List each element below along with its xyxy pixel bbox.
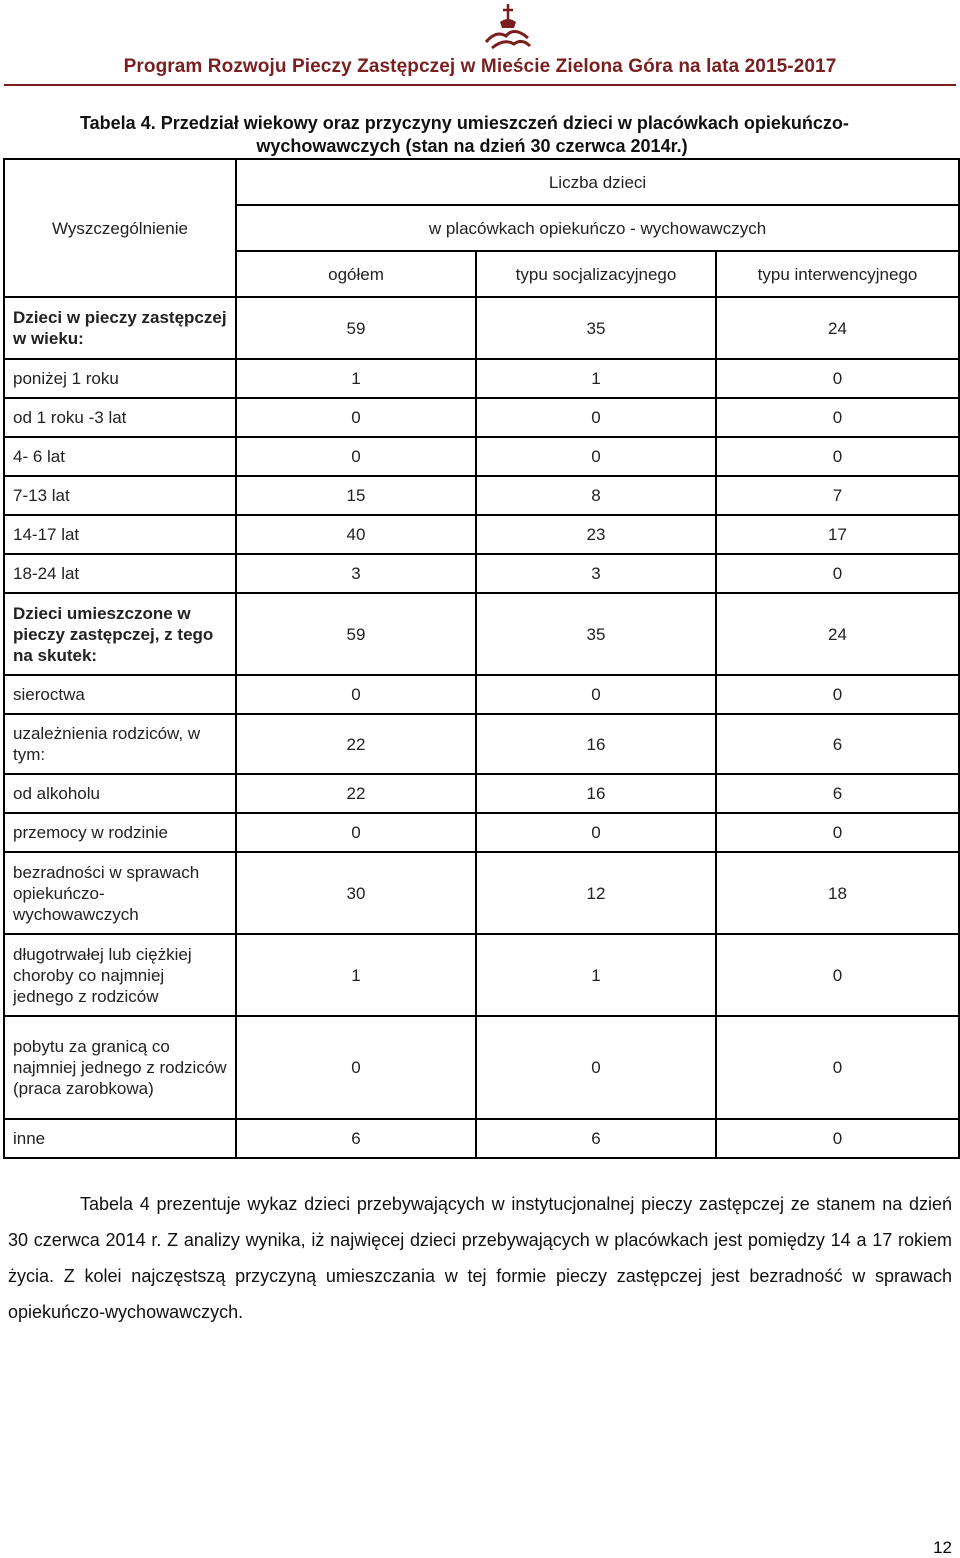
table-row [4,1016,959,1119]
cell-social: 0 [476,675,716,714]
cell-social: 0 [476,813,716,852]
row-label: sieroctwa [4,675,236,714]
cell-intervention: 6 [716,714,959,774]
cell-social: 8 [476,476,716,515]
table-row [4,359,959,398]
row-label: uzależnienia rodziców, w tym: [4,714,236,774]
header-divider [4,84,956,86]
row-label: Dzieci w pieczy zastępczej w wieku: [4,297,236,359]
cell-total: 3 [236,554,476,593]
row-label: od alkoholu [4,774,236,813]
cell-social: 1 [476,359,716,398]
city-crest-icon [478,2,538,56]
summary-paragraph [8,1186,952,1330]
cell-social: 16 [476,714,716,774]
cell-total: 22 [236,714,476,774]
row-label: Dzieci umieszczone w pieczy zastępczej, z tego na skutek: [4,593,236,675]
col-header-total: ogółem [236,251,476,297]
cell-intervention: 0 [716,813,959,852]
page-number: 12 [933,1538,952,1557]
table-row [4,934,959,1016]
cell-total: 1 [236,934,476,1016]
cell-total: 30 [236,852,476,934]
col-header-intervention: typu interwencyjnego [716,251,959,297]
cell-social: 6 [476,1119,716,1158]
table-caption [80,112,900,158]
table-row [4,1119,959,1158]
cell-intervention: 18 [716,852,959,934]
row-label: poniżej 1 roku [4,359,236,398]
cell-total: 0 [236,1016,476,1119]
table-row [4,813,959,852]
cell-total: 15 [236,476,476,515]
cell-social: 12 [476,852,716,934]
row-label: 4- 6 lat [4,437,236,476]
table-row [4,774,959,813]
cell-intervention: 0 [716,1119,959,1158]
col-header-social: typu socjalizacyjnego [476,251,716,297]
table-row [4,437,959,476]
row-label: inne [4,1119,236,1158]
cell-intervention: 0 [716,934,959,1016]
row-label: 7-13 lat [4,476,236,515]
summary-text: Tabela 4 prezentuje wykaz dzieci przebywających w instytucjonalnej pieczy zastępczej ze stanem na dzień 30 czerwca 2014 r. Z analizy wynika, iż najwięcej dzieci przebywających w placówkach jest pomiędzy 14 a 17 rokiem życia. Z kolei najczęstszą przyczyną umieszczania w tej formie pieczy zastępczej jest bezradność w sprawach opiekuńczo-wychowawczych. [8,1194,952,1322]
cell-total: 1 [236,359,476,398]
table-row [4,297,959,359]
cell-total: 0 [236,398,476,437]
table-row [4,714,959,774]
group-header: Liczba dzieci [236,159,959,205]
cell-intervention: 0 [716,1016,959,1119]
cell-intervention: 24 [716,297,959,359]
row-label: bezradności w sprawach opiekuńczo-wychowawczych [4,852,236,934]
cell-social: 1 [476,934,716,1016]
cell-intervention: 0 [716,554,959,593]
row-label: 18-24 lat [4,554,236,593]
cell-total: 0 [236,675,476,714]
table-caption-line-2: wychowawczych (stan na dzień 30 czerwca 2014r.) [256,136,688,156]
table-row [4,476,959,515]
cell-social: 35 [476,593,716,675]
row-label: pobytu za granicą co najmniej jednego z rodziców (praca zarobkowa) [4,1016,236,1119]
cell-intervention: 0 [716,437,959,476]
row-label: od 1 roku -3 lat [4,398,236,437]
cell-social: 0 [476,437,716,476]
cell-social: 0 [476,398,716,437]
table-row [4,675,959,714]
cell-intervention: 17 [716,515,959,554]
placement-table [3,158,960,1159]
cell-social: 16 [476,774,716,813]
table-row [4,554,959,593]
cell-intervention: 0 [716,359,959,398]
row-label: 14-17 lat [4,515,236,554]
table-row [4,398,959,437]
cell-total: 40 [236,515,476,554]
cell-intervention: 0 [716,675,959,714]
subgroup-header: w placówkach opiekuńczo - wychowawczych [236,205,959,251]
table-header-row [4,159,959,205]
table-row [4,515,959,554]
row-label-header: Wyszczególnienie [4,159,236,297]
cell-intervention: 24 [716,593,959,675]
cell-total: 59 [236,593,476,675]
cell-intervention: 0 [716,398,959,437]
cell-intervention: 6 [716,774,959,813]
cell-total: 59 [236,297,476,359]
cell-social: 35 [476,297,716,359]
document-header-title: Program Rozwoju Pieczy Zastępczej w Mieście Zielona Góra na lata 2015-2017 [123,56,837,77]
table-row [4,593,959,675]
cell-social: 0 [476,1016,716,1119]
row-label: przemocy w rodzinie [4,813,236,852]
table-row [4,852,959,934]
cell-social: 23 [476,515,716,554]
cell-total: 22 [236,774,476,813]
cell-total: 6 [236,1119,476,1158]
row-label: długotrwałej lub ciężkiej choroby co najmniej jednego z rodziców [4,934,236,1016]
cell-intervention: 7 [716,476,959,515]
cell-total: 0 [236,813,476,852]
table-caption-line-1: Tabela 4. Przedział wiekowy oraz przyczyny umieszczeń dzieci w placówkach opiekuńczo- [80,113,849,133]
cell-social: 3 [476,554,716,593]
cell-total: 0 [236,437,476,476]
